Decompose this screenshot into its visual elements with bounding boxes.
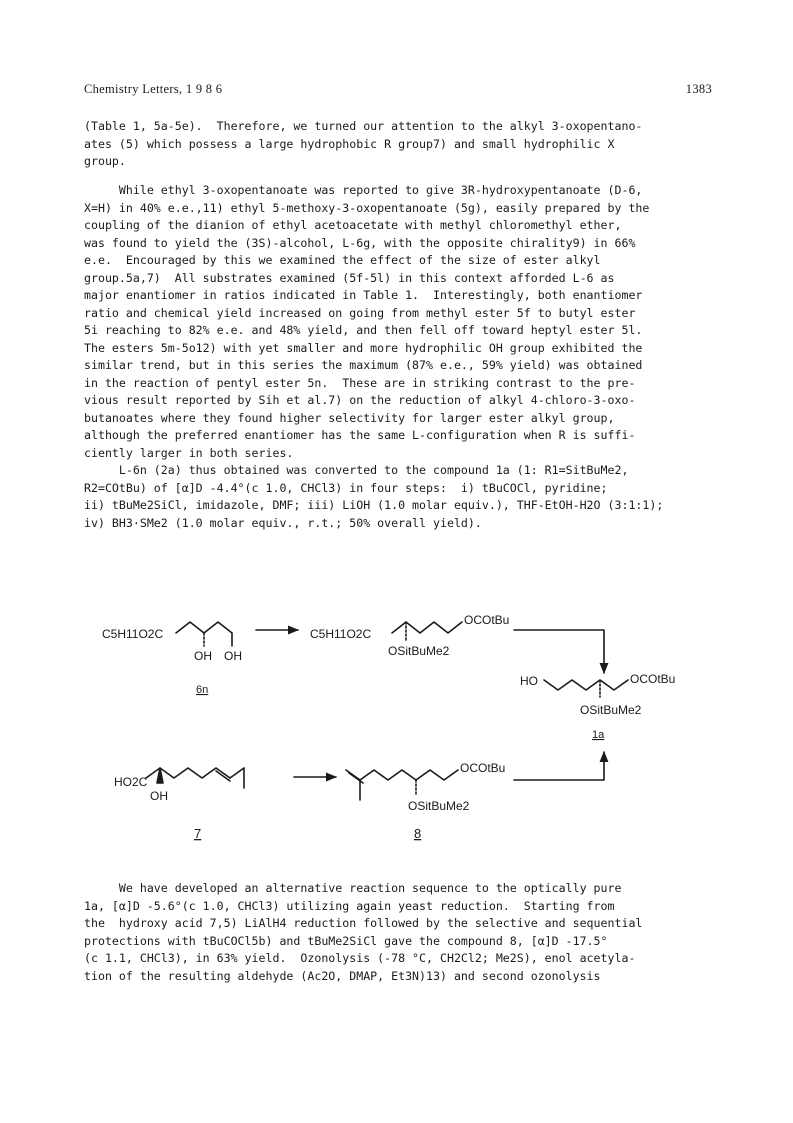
paragraph-2: [84, 182, 712, 532]
reaction-scheme: [84, 600, 712, 850]
text-line: butanoates where they found higher selectivity for larger ester alkyl group,: [84, 410, 615, 425]
text-line: We have developed an alternative reaction sequence to the optically pure: [84, 881, 622, 895]
text-line: protections with tBuCOCl5b) and tBuMe2SiCl gave the compound 8, [α]D -17.5°: [84, 933, 608, 948]
running-header: [84, 82, 712, 97]
text-line: the hydroxy acid 7,5) LiAlH4 reduction followed by the selective and sequential: [84, 916, 643, 930]
text-line: group.5a,7) All substrates examined (5f-5l) in this context afforded L-6 as: [84, 270, 615, 285]
formula-oh: OH: [150, 789, 168, 803]
text-line: (c 1.1, CHCl3), in 63% yield. Ozonolysis (-78 °C, CH2Cl2; Me2S), enol acetyla-: [84, 951, 636, 965]
formula-ho: HO: [520, 674, 538, 688]
formula-osi: OSitBuMe2: [388, 644, 450, 658]
text-line: The esters 5m-5o12) with yet smaller and more hydrophilic OH group exhibited the: [84, 340, 643, 355]
formula-ho2c: HO2C: [114, 775, 148, 789]
text-line: L-6n (2a) thus obtained was converted to the compound 1a (1: R1=SitBuMe2,: [84, 463, 629, 477]
text-line: vious result reported by Sih et al.7) on the reduction of alkyl 4-chloro-3-oxo-: [84, 393, 636, 407]
formula-osi: OSitBuMe2: [408, 799, 470, 813]
journal-title: Chemistry Letters, 1 9 8 6: [84, 82, 223, 96]
text-line: ratio and chemical yield increased on going from methyl ester 5f to butyl ester: [84, 305, 636, 320]
text-line: was found to yield the (3S)-alcohol, L-6g, with the opposite chirality9) in 66%: [84, 235, 636, 250]
formula-ocotbu: OCOtBu: [464, 613, 510, 627]
formula-ocotbu: OCOtBu: [630, 672, 676, 686]
text-line: (Table 1, 5a-5e). Therefore, we turned our attention to the alkyl 3-oxopentano-: [84, 119, 643, 133]
text-line: While ethyl 3-oxopentanoate was reported to give 3R-hydroxypentanoate (D-6,: [84, 183, 643, 197]
compound-label-6n: 6n: [196, 684, 209, 696]
text-line: although the preferred enantiomer has the same L-configuration when R is suffi-: [84, 428, 636, 442]
text-line: 1a, [α]D -5.6°(c 1.0, CHCl3) utilizing again yeast reduction. Starting from: [84, 898, 615, 913]
page-number: 1383: [685, 82, 712, 96]
compound-label-7: 7: [194, 826, 202, 841]
text-line: 5i reaching to 82% e.e. and 48% yield, and then fell off toward heptyl ester 5l.: [84, 323, 643, 337]
text-line: ciently larger in both series.: [84, 445, 294, 460]
text-line: e.e. Encouraged by this we examined the effect of the size of ester alkyl: [84, 253, 601, 267]
text-line: R2=COtBu) of [α]D -4.4°(c 1.0, CHCl3) in four steps: i) tBuCOCl, pyridine;: [84, 480, 608, 495]
text-line: in the reaction of pentyl ester 5n. These are in striking contrast to the pre-: [84, 375, 636, 390]
formula-c5h11o2c: C5H11O2C: [102, 627, 164, 641]
compound-label-8: 8: [414, 826, 422, 841]
formula-osi: OSitBuMe2: [580, 703, 642, 717]
formula-oh: OH: [194, 649, 212, 663]
text-line: coupling of the dianion of ethyl acetoacetate with methyl chloromethyl ether,: [84, 218, 622, 232]
text-line: ii) tBuMe2SiCl, imidazole, DMF; iii) LiOH (1.0 molar equiv.), THF-EtOH-H2O (3:1:1);: [84, 498, 664, 512]
text-line: group.: [84, 154, 126, 168]
paragraph-3: [84, 880, 712, 985]
formula-oh: OH: [224, 649, 242, 663]
formula-ocotbu: OCOtBu: [460, 761, 506, 775]
compound-label-1a: 1a: [592, 729, 605, 741]
text-line: X=H) in 40% e.e.,11) ethyl 5-methoxy-3-oxopentanoate (5g), easily prepared by the: [84, 200, 650, 215]
text-line: tion of the resulting aldehyde (Ac2O, DMAP, Et3N)13) and second ozonolysis: [84, 968, 601, 983]
text-line: major enantiomer in ratios indicated in Table 1. Interestingly, both enantiomer: [84, 288, 643, 302]
text-line: ates (5) which possess a large hydrophobic R group7) and small hydrophilic X: [84, 136, 615, 151]
formula-c5h11o2c: C5H11O2C: [310, 627, 372, 641]
paragraph-1: [84, 118, 712, 171]
text-line: similar trend, but in this series the maximum (87% e.e., 59% yield) was obtained: [84, 358, 643, 372]
text-line: iv) BH3·SMe2 (1.0 molar equiv., r.t.; 50% overall yield).: [84, 515, 482, 530]
